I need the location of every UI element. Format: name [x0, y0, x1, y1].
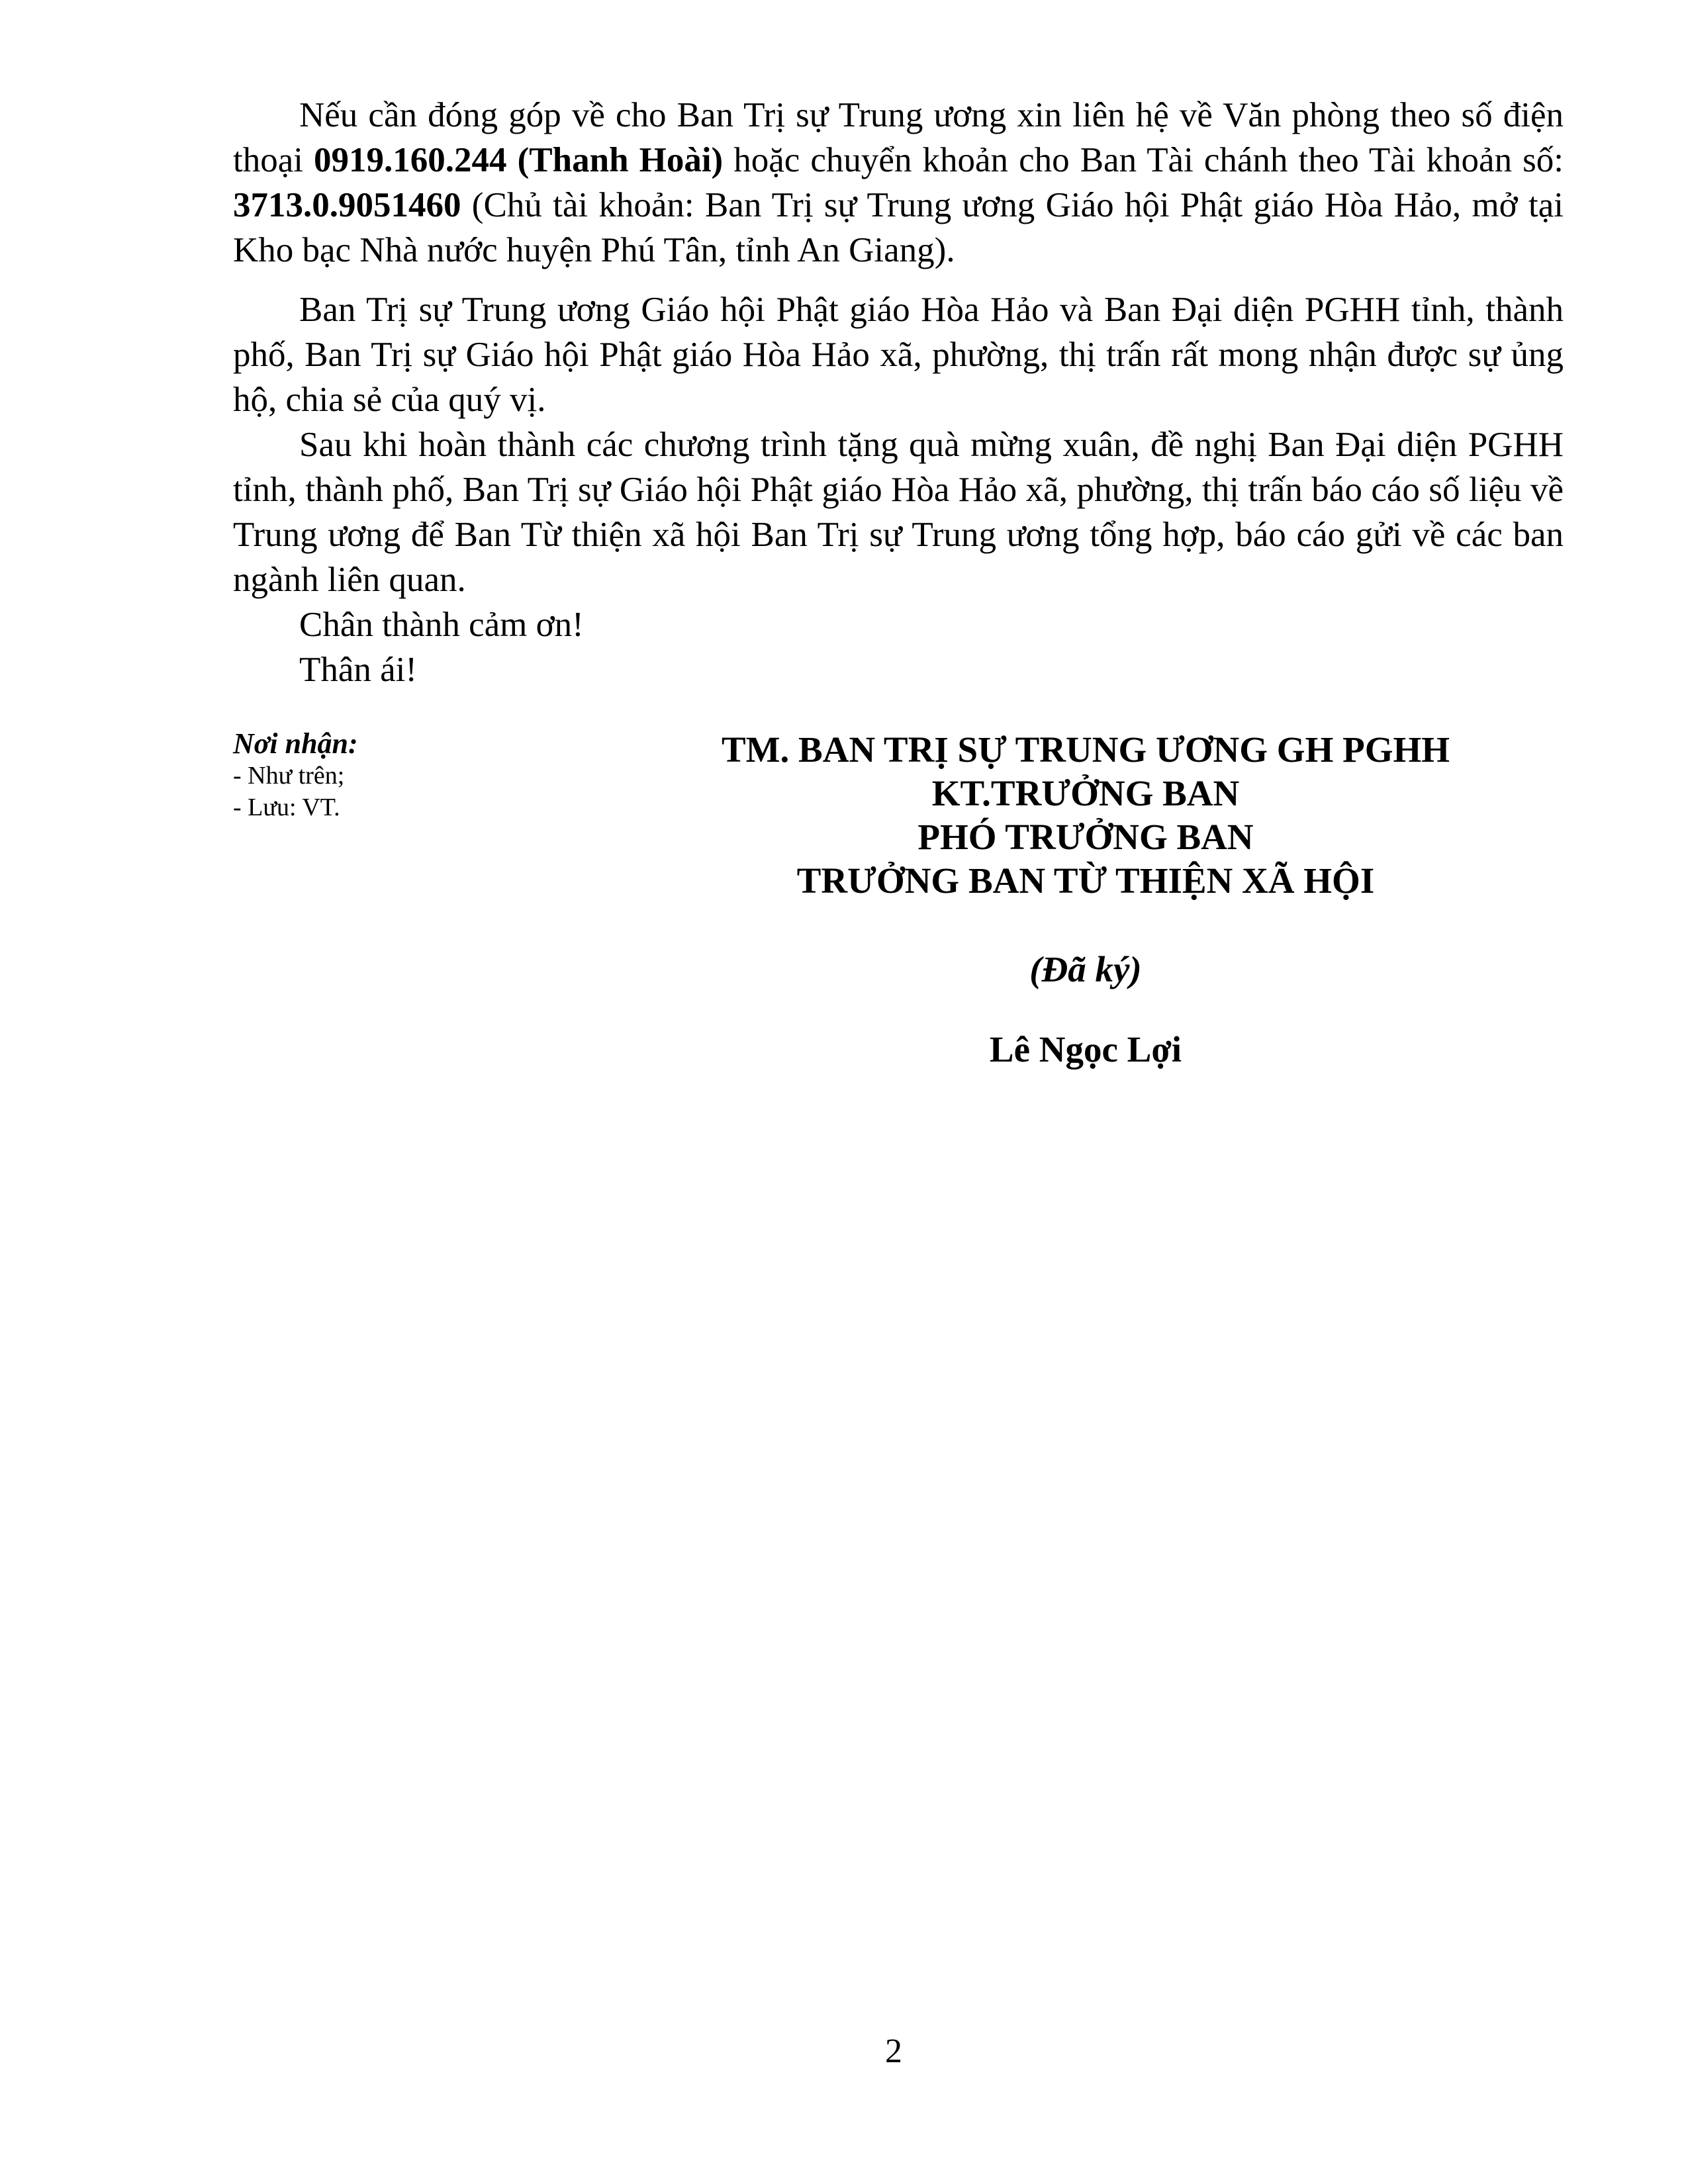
paragraph-text: hoặc chuyển khoản cho Ban Tài chánh theo Tài khoản số:	[723, 141, 1564, 179]
paragraph-text: Nếu cần đóng góp về cho Ban Trị sự Trung ương xin liên hệ về Văn phòng theo số điện thoại	[233, 96, 1564, 179]
letter-body	[233, 93, 1564, 692]
account-number: 3713.0.9051460	[233, 186, 461, 224]
paragraph-report-request: Sau khi hoàn thành các chương trình tặng quà mừng xuân, đề nghị Ban Đại diện PGHH tỉnh, thành phố, Ban Trị sự Giáo hội Phật giáo Hòa Hảo xã, phường, thị trấn báo cáo số liệu về Trung ương để Ban Từ thiện xã hội Ban Trị sự Trung ương tổng hợp, báo cáo gửi về các ban ngành liên quan.	[233, 426, 1564, 599]
closing-thanks: Chân thành cảm ơn!	[299, 606, 584, 644]
signature-line: KT.TRƯỞNG BAN	[931, 773, 1240, 813]
signature-line: TM. BAN TRỊ SỰ TRUNG ƯƠNG GH PGHH	[721, 729, 1450, 770]
signer-name: Lê Ngọc Lợi	[989, 1029, 1182, 1069]
recipient-item: - Lưu: VT.	[233, 794, 340, 821]
phone-number: 0919.160.244 (Thanh Hoài)	[314, 141, 724, 179]
signature-line: PHÓ TRƯỞNG BAN	[917, 817, 1254, 857]
signature-block	[622, 728, 1549, 1071]
signature-line: TRƯỞNG BAN TỪ THIỆN XÃ HỘI	[796, 860, 1375, 901]
paragraph-text: (Chủ tài khoản: Ban Trị sự Trung ương Giáo hội Phật giáo Hòa Hảo, mở tại Kho bạc Nhà nước huyện Phú Tân, tỉnh An Giang).	[233, 186, 1564, 269]
page-number: 2	[885, 2032, 902, 2070]
recipients-title: Nơi nhận:	[233, 727, 358, 760]
recipients-block	[233, 728, 564, 823]
closing-regards: Thân ái!	[299, 651, 418, 689]
paragraph-support-request: Ban Trị sự Trung ương Giáo hội Phật giáo Hòa Hảo và Ban Đại diện PGHH tỉnh, thành phố, Ban Trị sự Giáo hội Phật giáo Hòa Hảo xã, phường, thị trấn rất mong nhận được sự ủng hộ, chia sẻ của quý vị.	[233, 291, 1564, 419]
paragraph-donation-contact	[233, 93, 1564, 273]
recipient-item: - Như trên;	[233, 762, 345, 790]
signed-note: (Đã ký)	[1029, 949, 1142, 989]
